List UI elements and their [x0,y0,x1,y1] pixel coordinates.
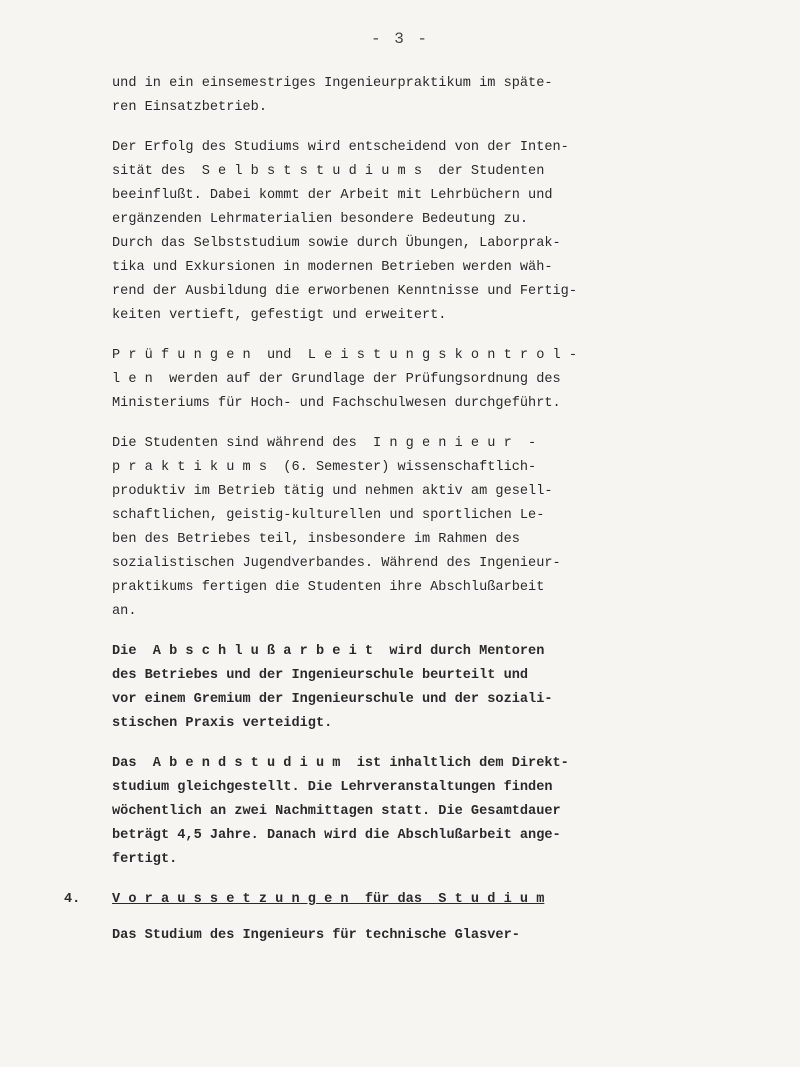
text-line: an. [112,604,137,619]
paragraph [112,72,712,120]
paragraph [112,432,712,624]
text-line: Durch das Selbststudium sowie durch Übungen, Laborprak- [112,236,561,251]
page-number: - 3 - [370,30,429,48]
text-line: schaftlichen, geistig-kulturellen und sportlichen Le- [112,508,545,523]
section-title: V o r a u s s e t z u n g e n für das S t u d i u m [112,892,545,907]
text-line: tika und Exkursionen in modernen Betrieben werden wäh- [112,260,553,275]
section-first-line: Das Studium des Ingenieurs für technische Glasver- [112,928,520,943]
text-line: p r a k t i k u m s (6. Semester) wissenschaftlich- [112,460,537,475]
text-line: Das A b e n d s t u d i u m ist inhaltlich dem Direkt- [112,756,569,771]
section-number: 4. [64,892,81,907]
text-line: des Betriebes und der Ingenieurschule beurteilt und [112,668,529,683]
paragraph [112,136,712,328]
text-line: rend der Ausbildung die erworbenen Kenntnisse und Fertig- [112,284,577,299]
text-line: ren Einsatzbetrieb. [112,100,267,115]
text-line: studium gleichgestellt. Die Lehrveranstaltungen finden [112,780,553,795]
text-line: vor einem Gremium der Ingenieurschule und der soziali- [112,692,553,707]
text-line: wöchentlich an zwei Nachmittagen statt. Die Gesamtdauer [112,804,561,819]
text-line: Der Erfolg des Studiums wird entscheidend von der Inten- [112,140,569,155]
text-line: ben des Betriebes teil, insbesondere im Rahmen des [112,532,520,547]
text-line: sozialistischen Jugendverbandes. Während des Ingenieur- [112,556,561,571]
text-line: Die Studenten sind während des I n g e n i e u r - [112,436,537,451]
text-line: Die A b s c h l u ß a r b e i t wird durch Mentoren [112,644,545,659]
text-line: praktikums fertigen die Studenten ihre Abschlußarbeit [112,580,545,595]
text-line: fertigt. [112,852,178,867]
paragraph [112,752,712,872]
text-line: sität des S e l b s t s t u d i u m s der Studenten [112,164,545,179]
text-line: produktiv im Betrieb tätig und nehmen aktiv am gesell- [112,484,553,499]
text-line: l e n werden auf der Grundlage der Prüfungsordnung des [112,372,561,387]
text-line: P r ü f u n g e n und L e i s t u n g s k o n t r o l - [112,348,577,363]
text-line: stischen Praxis verteidigt. [112,716,333,731]
paragraph [112,640,712,736]
text-line: beeinflußt. Dabei kommt der Arbeit mit Lehrbüchern und [112,188,553,203]
section-heading [64,888,712,912]
text-line: und in ein einsemestriges Ingenieurpraktikum im späte- [112,76,553,91]
paragraph [112,344,712,416]
text-line: ergänzenden Lehrmaterialien besondere Bedeutung zu. [112,212,529,227]
text-line: Ministeriums für Hoch- und Fachschulwesen durchgeführt. [112,396,561,411]
paragraph-list [112,72,712,872]
text-line: keiten vertieft, gefestigt und erweitert. [112,308,447,323]
text-line: beträgt 4,5 Jahre. Danach wird die Abschlußarbeit ange- [112,828,561,843]
document-body [64,72,712,948]
